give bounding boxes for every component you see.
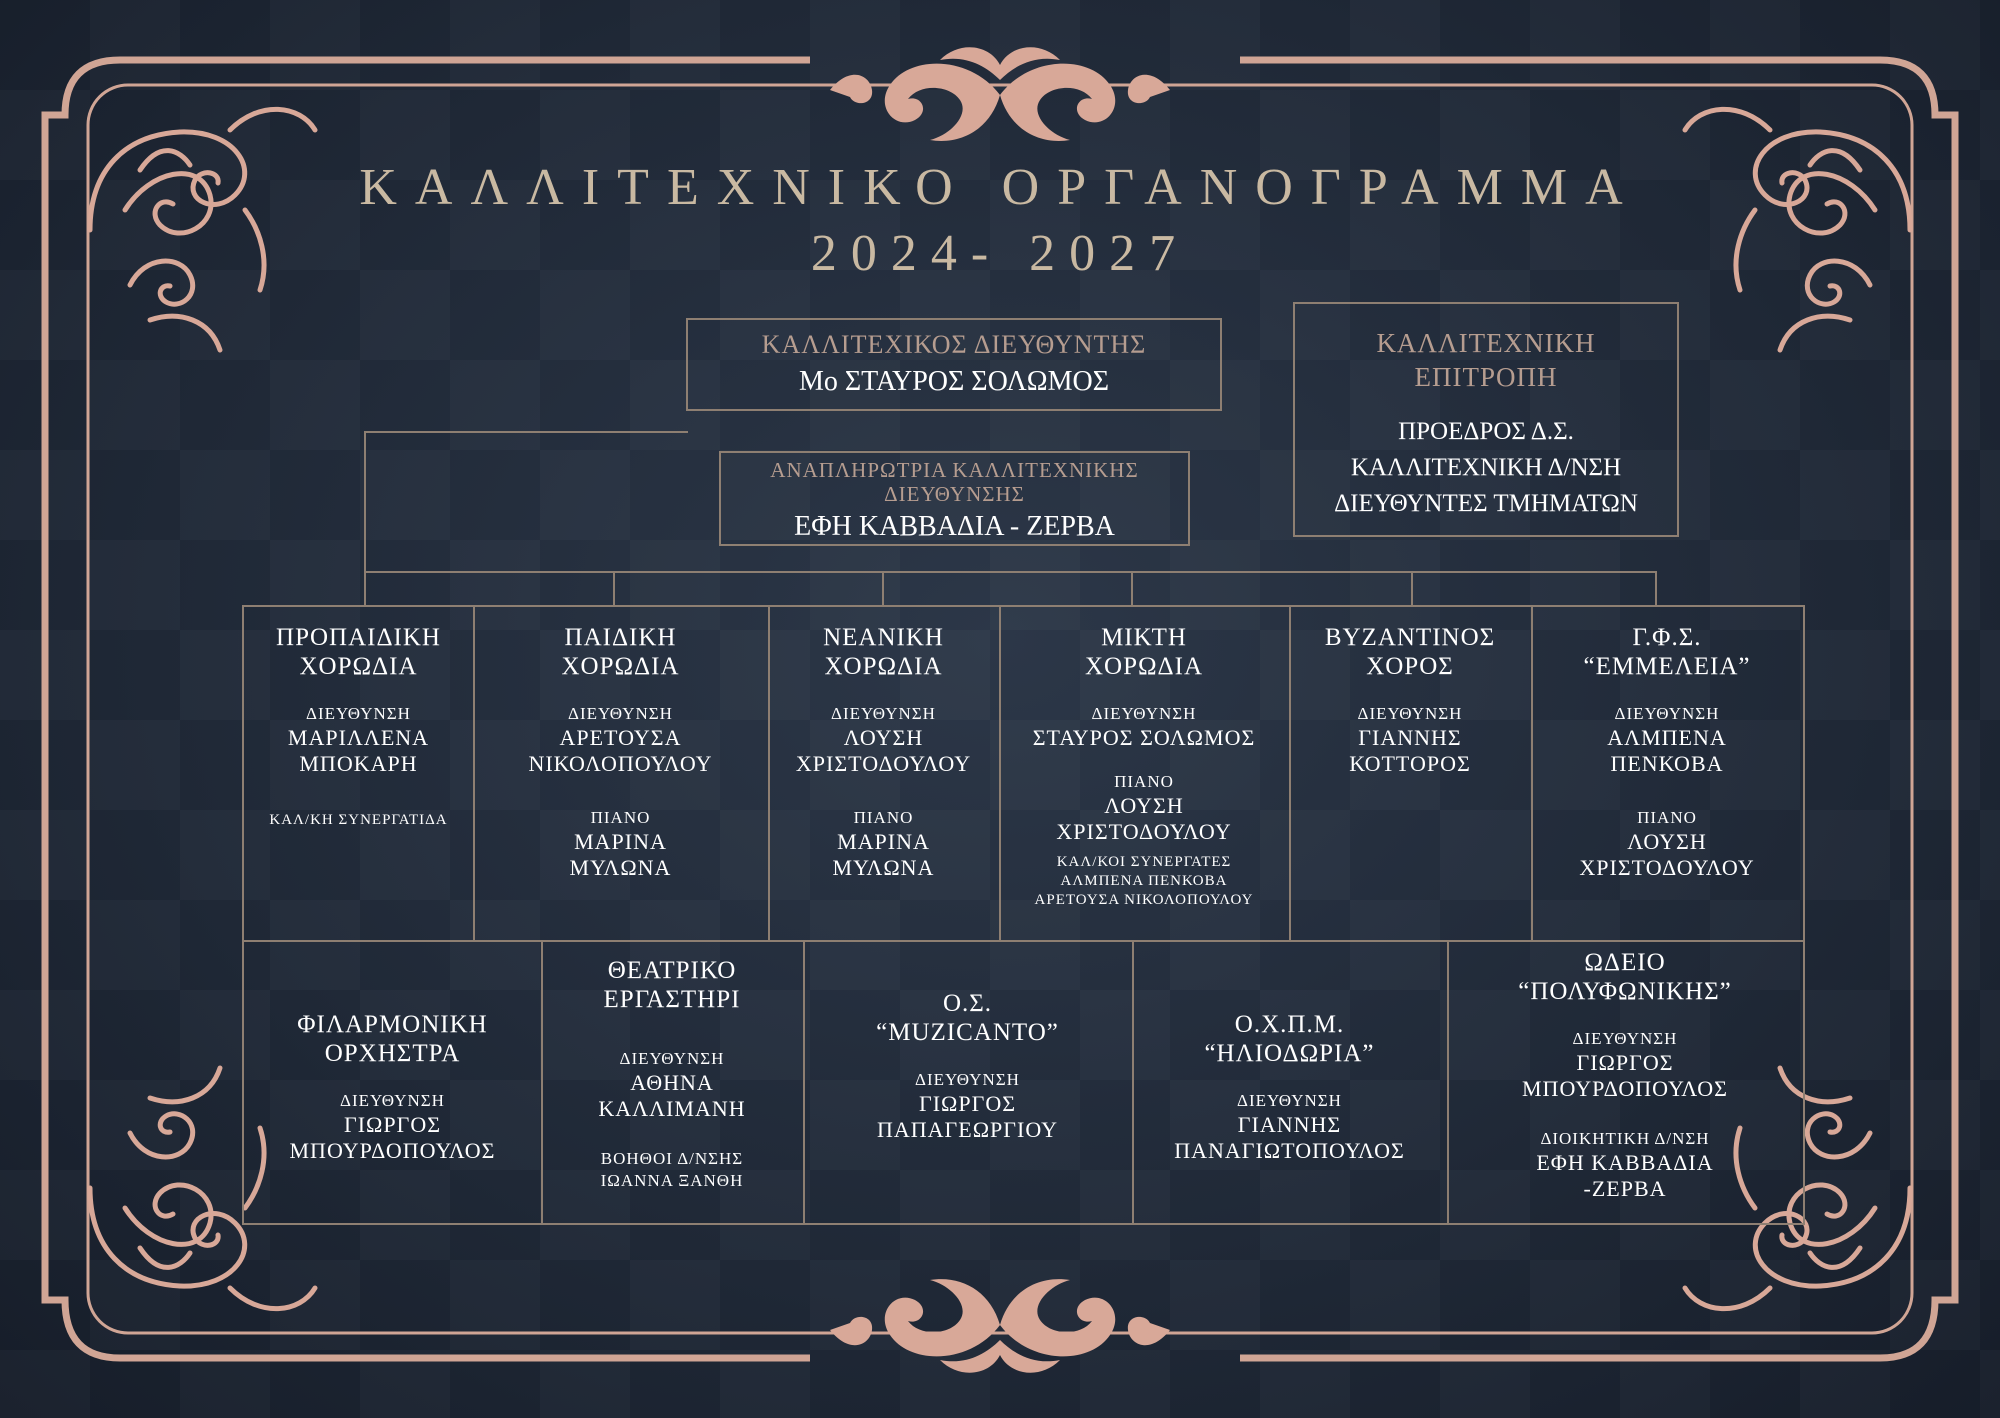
direction-label: ΔΙΕΥΘΥΝΣΗ	[568, 704, 673, 723]
director-name: ΠΕΝΚΟΒΑ	[1610, 751, 1724, 776]
artistic-committee-box	[1293, 302, 1679, 537]
direction-label: ΔΙΕΥΘΥΝΣΗ	[831, 704, 936, 723]
director-name: ΜΠΟΥΡΔΟΠΟΥΛΟΣ	[1522, 1076, 1728, 1101]
department-title: ΧΟΡΩΔΙΑ	[561, 653, 680, 680]
department-title: ΧΟΡΟΣ	[1366, 653, 1454, 680]
department-title: ΘΕΑΤΡΙΚΟ	[607, 957, 737, 984]
connector-line	[882, 571, 884, 605]
department-byzantine-choir	[1289, 623, 1531, 777]
director-name: ΚΟΤΤΟΡΟΣ	[1349, 751, 1471, 776]
director-name: ΓΙΑΝΝΗΣ	[1358, 725, 1462, 750]
department-title: ΠΡΟΠΑΙΔΙΚΗ	[276, 624, 441, 651]
chart-title: ΚΑΛΛΙΤΕΧΝΙΚΟ ΟΡΓΑΝΟΓΡΑΜΜΑ	[359, 159, 1641, 216]
connector-line	[1411, 571, 1413, 605]
direction-label: ΔΙΕΥΘΥΝΣΗ	[1091, 704, 1197, 723]
department-title: Ο.Χ.Π.Μ.	[1234, 1011, 1345, 1038]
department-muzicanto	[803, 989, 1132, 1143]
connector-line	[364, 571, 366, 605]
artistic-director-box	[686, 318, 1222, 411]
administrator-name: ΕΦΗ ΚΑΒΒΑΔΙΑ	[1536, 1150, 1714, 1175]
collaborator-name: ΑΡΕΤΟΥΣΑ ΝΙΚΟΛΟΠΟΥΛΟΥ	[1034, 892, 1254, 908]
director-name: ΚΑΛΛΙΜΑΝΗ	[598, 1096, 746, 1121]
director-name: ΠΑΠΑΓΕΩΡΓΙΟΥ	[876, 1117, 1059, 1142]
pianist-name: ΛΟΥΣΗ	[1627, 829, 1707, 854]
committee-member: ΔΙΕΥΘΥΝΤΕΣ ΤΜΗΜΑΤΩΝ	[1334, 490, 1638, 517]
committee-member: ΠΡΟΕΔΡΟΣ Δ.Σ.	[1398, 418, 1574, 445]
pianist-name: ΧΡΙΣΤΟΔΟΥΛΟΥ	[1579, 855, 1755, 880]
grid-divider	[244, 940, 1803, 942]
piano-label: ΠΙΑΝΟ	[853, 808, 914, 827]
director-name: ΑΘΗΝΑ	[630, 1070, 714, 1095]
deputy-role-line2: ΔΙΕΥΘΥΝΣΗΣ	[884, 482, 1025, 506]
director-name: ΓΙΩΡΓΟΣ	[918, 1091, 1017, 1116]
director-name: ΧΡΙΣΤΟΔΟΥΛΟΥ	[795, 751, 972, 776]
department-preschool-choir	[244, 623, 473, 830]
director-name: ΜΠΟΚΑΡΗ	[299, 751, 418, 776]
department-title: ΝΕΑΝΙΚΗ	[823, 624, 944, 651]
department-title: ΦΙΛΑΡΜΟΝΙΚΗ	[297, 1011, 488, 1038]
pianist-name: ΜΥΛΩΝΑ	[832, 855, 935, 880]
department-title: ΒΥΖΑΝΤΙΝΟΣ	[1324, 624, 1496, 651]
department-title: Γ.Φ.Σ.	[1632, 624, 1702, 651]
director-name: ΛΟΥΣΗ	[843, 725, 924, 750]
departments-grid	[242, 605, 1805, 1225]
committee-title-line1: ΚΑΛΛΙΤΕΧΝΙΚΗ	[1376, 328, 1596, 358]
director-name: ΜΠΟΥΡΔΟΠΟΥΛΟΣ	[289, 1138, 496, 1163]
department-theatre-workshop	[541, 956, 803, 1192]
department-title: Ο.Σ.	[942, 990, 993, 1017]
director-name: ΝΙΚΟΛΟΠΟΥΛΟΥ	[528, 751, 713, 776]
connector-line	[364, 571, 1657, 573]
department-title: ΧΟΡΩΔΙΑ	[824, 653, 943, 680]
direction-label: ΔΙΕΥΘΥΝΣΗ	[1357, 704, 1463, 723]
director-name: ΓΙΩΡΓΟΣ	[1576, 1050, 1674, 1075]
pianist-name: ΜΑΡΙΝΑ	[837, 829, 930, 854]
direction-label: ΔΙΕΥΘΥΝΣΗ	[1614, 704, 1720, 723]
director-name: Μο ΣΤΑΥΡΟΣ ΣΟΛΩΜΟΣ	[798, 366, 1110, 397]
department-title: ΟΡΧΗΣΤΡΑ	[324, 1040, 461, 1067]
piano-label: ΠΙΑΝΟ	[590, 808, 651, 827]
collaborators-label: ΚΑΛ/ΚΟΙ ΣΥΝΕΡΓΑΤΕΣ	[1056, 854, 1232, 870]
deputy-director-box	[719, 451, 1190, 546]
director-name: ΠΑΝΑΓΙΩΤΟΠΟΥΛΟΣ	[1174, 1138, 1405, 1163]
department-title: “ΠΟΛΥΦΩΝΙΚΗΣ”	[1518, 978, 1732, 1005]
department-youth-choir	[768, 623, 999, 881]
department-title: ΕΡΓΑΣΤΗΡΙ	[603, 986, 741, 1013]
connector-line	[364, 431, 688, 433]
department-title: ΩΔΕΙΟ	[1584, 949, 1666, 976]
director-name: ΑΛΜΠΕΝΑ	[1607, 725, 1727, 750]
department-mixed-choir	[999, 623, 1289, 910]
administrator-name: -ΖΕΡΒΑ	[1583, 1176, 1667, 1201]
department-philharmonic	[244, 1010, 541, 1164]
pianist-name: ΛΟΥΣΗ	[1104, 793, 1184, 818]
director-role: ΚΑΛΛΙΤΕΧΙΚΟΣ ΔΙΕΥΘΥΝΤΗΣ	[761, 330, 1147, 359]
committee-title-line2: ΕΠΙΤΡΟΠΗ	[1414, 362, 1558, 392]
department-title: ΠΑΙΔΙΚΗ	[564, 624, 677, 651]
connector-line	[364, 431, 366, 572]
collaborator-name: ΑΛΜΠΕΝΑ ΠΕΝΚΟΒΑ	[1060, 873, 1228, 889]
direction-label: ΔΙΕΥΘΥΝΣΗ	[619, 1049, 725, 1068]
department-title: ΧΟΡΩΔΙΑ	[299, 653, 418, 680]
department-iliodoria	[1132, 1010, 1447, 1164]
department-conservatory	[1447, 948, 1803, 1202]
department-title: “ΗΛΙΟΔΩΡΙΑ”	[1204, 1040, 1375, 1067]
assistants-label: ΒΟΗΘΟΙ Δ/ΝΣΗΣ	[600, 1149, 744, 1168]
collaborator-label: ΚΑΛ/ΚΗ ΣΥΝΕΡΓΑΤΙΔΑ	[269, 812, 448, 828]
direction-label: ΔΙΕΥΘΥΝΣΗ	[915, 1070, 1020, 1089]
director-name: ΓΙΩΡΓΟΣ	[343, 1112, 442, 1137]
pianist-name: ΧΡΙΣΤΟΔΟΥΛΟΥ	[1056, 819, 1232, 844]
department-title: ΜΙΚΤΗ	[1101, 624, 1187, 651]
pianist-name: ΜΑΡΙΝΑ	[574, 829, 667, 854]
direction-label: ΔΙΕΥΘΥΝΣΗ	[1237, 1091, 1342, 1110]
piano-label: ΠΙΑΝΟ	[1114, 772, 1174, 791]
connector-line	[1655, 571, 1657, 605]
direction-label: ΔΙΕΥΘΥΝΣΗ	[340, 1091, 445, 1110]
deputy-role-line1: ΑΝΑΠΛΗΡΩΤΡΙΑ ΚΑΛΛΙΤΕΧΝΙΚΗΣ	[770, 458, 1139, 482]
committee-member: ΚΑΛΛΙΤΕΧΝΙΚΗ Δ/ΝΣΗ	[1350, 454, 1622, 481]
direction-label: ΔΙΕΥΘΥΝΣΗ	[306, 704, 411, 723]
deputy-name: ΕΦΗ ΚΑΒΒΑΔΙΑ - ΖΕΡΒΑ	[794, 511, 1115, 542]
director-name: ΣΤΑΥΡΟΣ ΣΟΛΩΜΟΣ	[1032, 725, 1256, 750]
direction-label: ΔΙΕΥΘΥΝΣΗ	[1572, 1029, 1678, 1048]
administration-label: ΔΙΟΙΚΗΤΙΚΗ Δ/ΝΣΗ	[1540, 1129, 1710, 1148]
assistant-name: ΙΩΑΝΝΑ ΞΑΝΘΗ	[600, 1171, 744, 1190]
director-name: ΜΑΡΙΛΛΕΝΑ	[287, 725, 430, 750]
chart-period: 2024- 2027	[810, 225, 1190, 282]
connector-line	[1131, 571, 1133, 605]
department-title: ΧΟΡΩΔΙΑ	[1084, 653, 1204, 680]
department-children-choir	[473, 623, 768, 881]
director-name: ΓΙΑΝΝΗΣ	[1237, 1112, 1342, 1137]
pianist-name: ΜΥΛΩΝΑ	[569, 855, 672, 880]
department-title: “MUZICANTO”	[876, 1019, 1059, 1046]
department-title: “ΕΜΜΕΛΕΙΑ”	[1583, 653, 1751, 680]
director-name: ΑΡΕΤΟΥΣΑ	[559, 725, 682, 750]
piano-label: ΠΙΑΝΟ	[1637, 808, 1697, 827]
department-emmeleia	[1531, 623, 1803, 881]
connector-line	[613, 571, 615, 605]
